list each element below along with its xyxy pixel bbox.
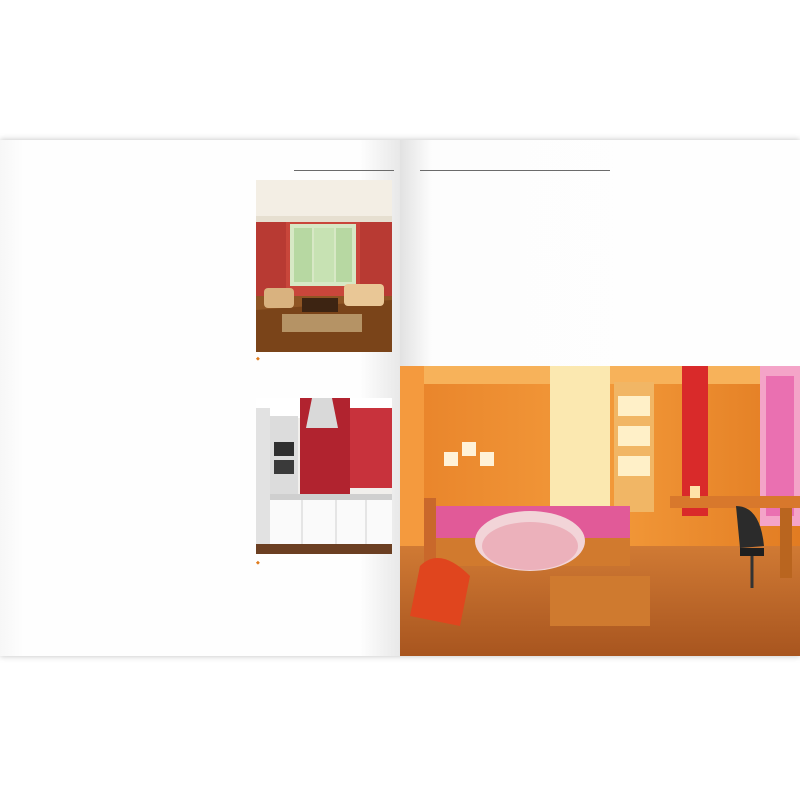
book-spread <box>0 140 800 656</box>
kitchen-photo <box>256 398 392 554</box>
right-page <box>400 140 800 656</box>
left-page <box>0 140 400 656</box>
left-running-header <box>294 156 394 171</box>
caption-marker-icon: ◆ <box>256 356 260 362</box>
kitchen-caption <box>256 560 366 567</box>
right-running-header <box>420 156 610 171</box>
caption-marker-icon: ◆ <box>256 560 260 566</box>
teen-room-photo <box>400 366 800 656</box>
living-room-photo <box>256 180 392 352</box>
living-room-caption <box>256 356 392 363</box>
